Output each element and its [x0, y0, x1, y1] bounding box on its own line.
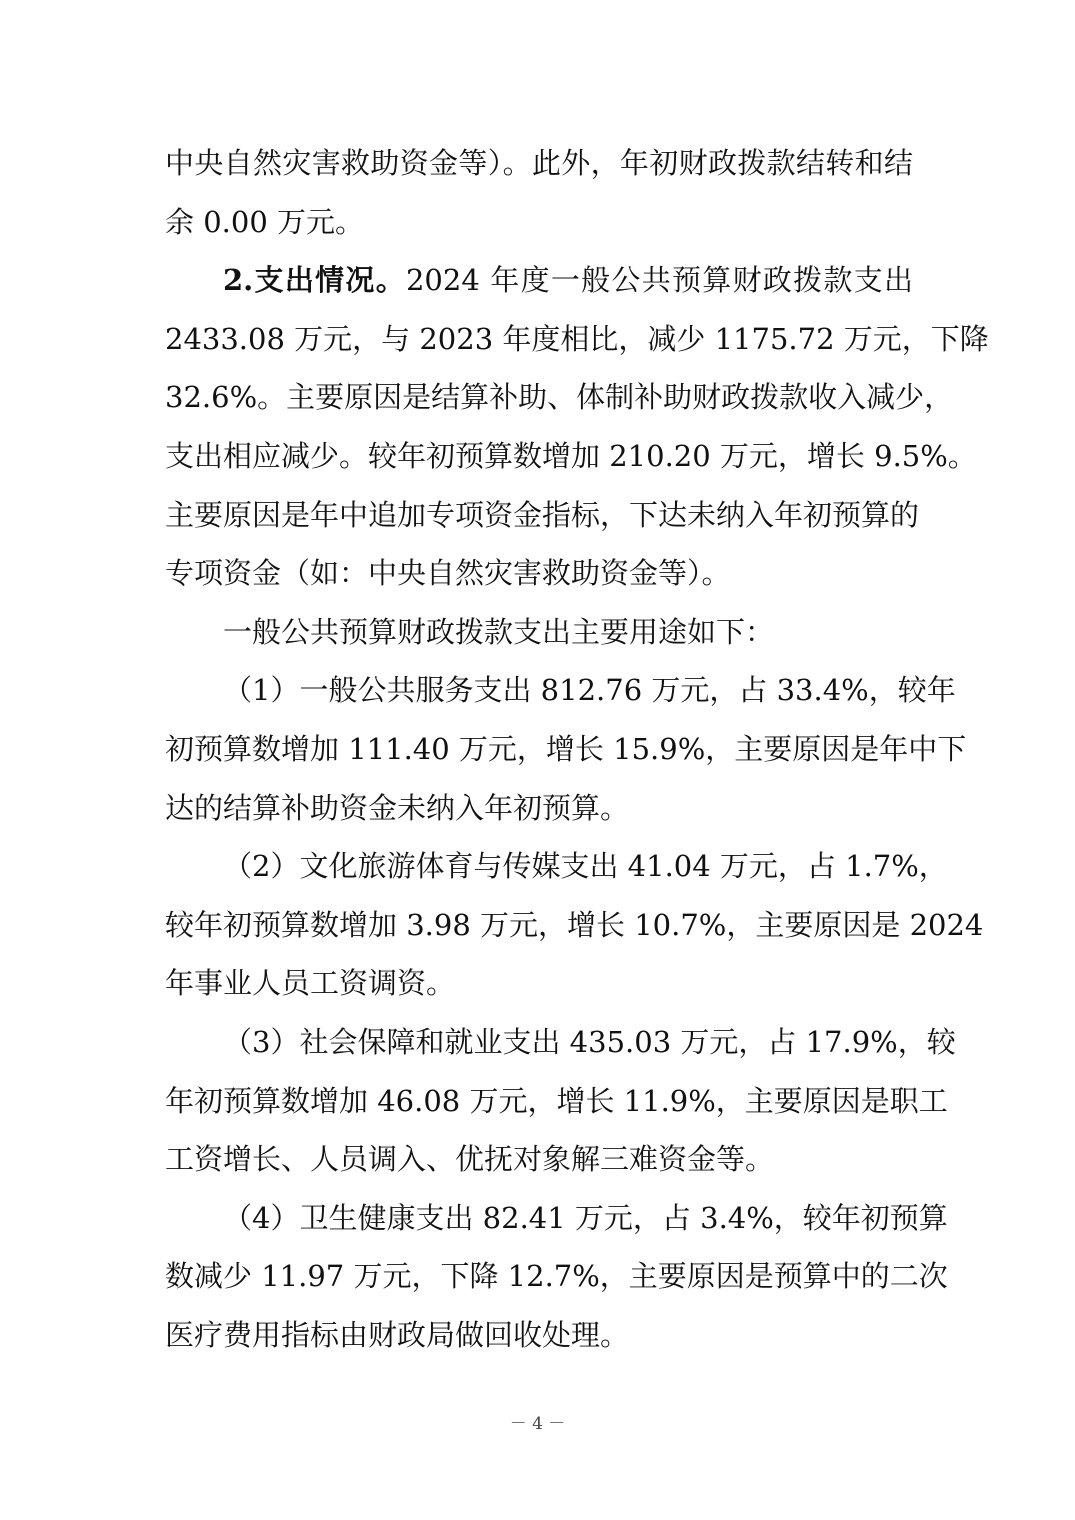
- text-span: 2024 年度一般公共预算财政拨款支出: [405, 263, 913, 298]
- text-line: 达的结算补助资金未纳入年初预算。: [165, 790, 630, 825]
- text-line: 中央自然灾害救助资金等）。此外，年初财政拨款结转和结: [165, 146, 913, 180]
- text-line: 年初预算数增加 46.08 万元，增长 11.9%，主要原因是职工: [165, 1083, 948, 1118]
- text-line: 年事业人员工资调资。: [165, 966, 456, 1001]
- paragraph-expenditure-overview: [165, 251, 989, 603]
- paragraph-item-3: [165, 1013, 956, 1189]
- paragraph-item-2: [165, 837, 984, 1013]
- paragraph-item-4: [165, 1189, 948, 1365]
- paragraph-item-1: [165, 661, 967, 837]
- text-line: 余 0.00 万元。: [165, 204, 365, 239]
- paragraph-revenue-carryover: [165, 134, 913, 251]
- document-body: [165, 134, 989, 1364]
- text-line: 较年初预算数增加 3.98 万元，增长 10.7%，主要原因是 2024: [165, 907, 984, 942]
- text-line: （4）卫生健康支出 82.41 万元，占 3.4%，较年初预算: [223, 1200, 948, 1235]
- text-line: 一般公共预算财政拨款支出主要用途如下：: [223, 614, 775, 649]
- text-line: 专项资金（如：中央自然灾害救助资金等）。: [165, 556, 731, 591]
- text-line: 32.6%。主要原因是结算补助、体制补助财政拨款收入减少，: [165, 380, 954, 415]
- text-line: 支出相应减少。较年初预算数增加 210.20 万元，增长 9.5%。: [165, 438, 977, 473]
- text-line: （2）文化旅游体育与传媒支出 41.04 万元，占 1.7%，: [223, 849, 948, 884]
- text-line: 工资增长、人员调入、优抚对象解三难资金等。: [165, 1142, 775, 1177]
- text-line: 主要原因是年中追加专项资金指标，下达未纳入年初预算的: [165, 497, 920, 532]
- page-number: － 4 －: [509, 1414, 566, 1434]
- text-line: 初预算数增加 111.40 万元，增长 15.9%，主要原因是年中下: [165, 731, 967, 766]
- text-line: （3）社会保障和就业支出 435.03 万元，占 17.9%，较: [223, 1024, 956, 1059]
- text-line: [165, 251, 913, 310]
- text-line: 数减少 11.97 万元，下降 12.7%，主要原因是预算中的二次: [165, 1259, 948, 1294]
- text-line: 2433.08 万元，与 2023 年度相比，减少 1175.72 万元，下降: [165, 321, 989, 356]
- text-line: 医疗费用指标由财政局做回收处理。: [165, 1317, 630, 1352]
- section-heading: 2.支出情况。: [223, 263, 406, 298]
- paragraph-usage-intro: [165, 603, 913, 662]
- text-line: （1）一般公共服务支出 812.76 万元，占 33.4%，较年: [223, 673, 956, 708]
